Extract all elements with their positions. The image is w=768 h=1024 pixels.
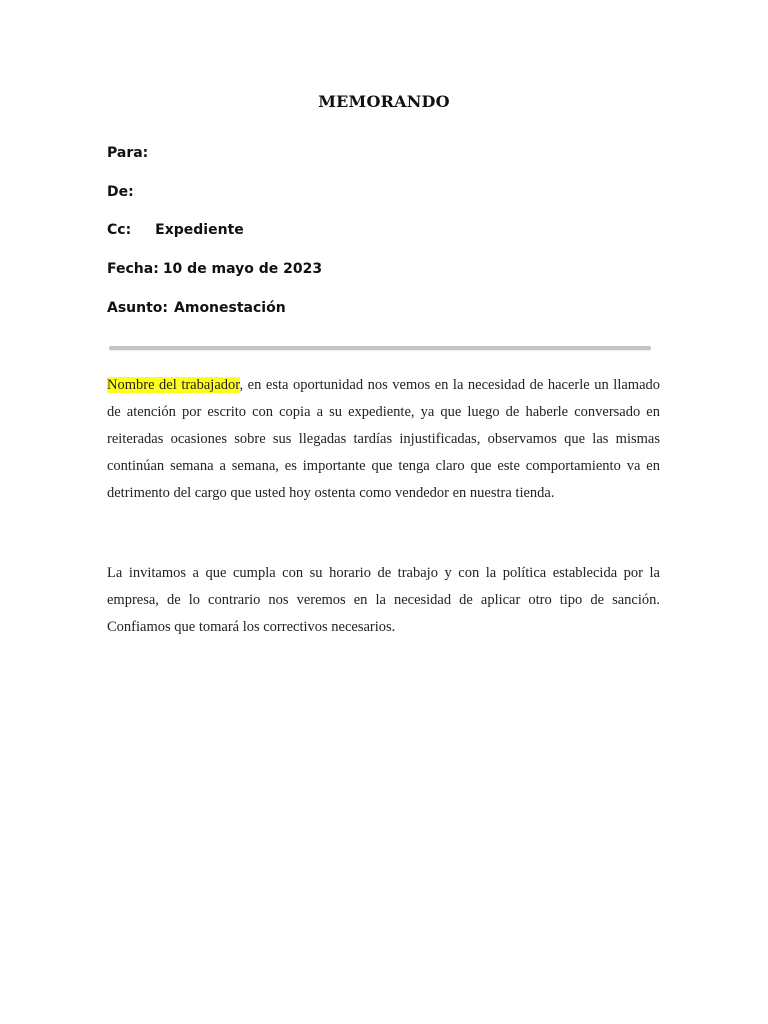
- field-cc-value: Expediente: [155, 222, 244, 238]
- field-asunto-label: Asunto:: [107, 300, 169, 316]
- page-title: MEMORANDO: [318, 92, 450, 111]
- field-fecha-value: 10 de mayo de 2023: [162, 261, 323, 277]
- body-paragraph-1-text: , en esta oportunidad nos vemos en la necesidad de hacerle un llamado de atención por escrito con copia a su expediente, ya que luego de haberle conversado en reiteradas ocasiones sobre sus llegadas tardías injustificadas, observamos que las mismas continúan semana a semana, es importante que tenga claro que este comportamiento va en detrimento del cargo que usted hoy ostenta como vendedor en nuestra tienda.: [107, 377, 661, 501]
- horizontal-divider: [109, 346, 651, 350]
- field-de: [107, 184, 134, 200]
- highlighted-worker-name: Nombre del trabajador: [107, 377, 240, 393]
- field-de-label: De:: [107, 184, 134, 200]
- field-cc-label: Cc:: [107, 222, 132, 238]
- body-paragraph-1: [107, 372, 660, 507]
- field-fecha: [107, 261, 322, 277]
- field-asunto-value: Amonestación: [174, 300, 286, 316]
- field-fecha-label: Fecha:: [107, 261, 159, 277]
- field-para-label: Para:: [107, 145, 149, 161]
- body-paragraph-2: La invitamos a que cumpla con su horario de trabajo y con la política establecida por la empresa, de lo contrario nos veremos en la necesidad de aplicar otro tipo de sanción. Confiamos que tomará los correctivos necesarios.: [107, 565, 660, 635]
- field-cc: [107, 222, 244, 238]
- field-para: [107, 145, 148, 161]
- field-asunto: [107, 300, 286, 316]
